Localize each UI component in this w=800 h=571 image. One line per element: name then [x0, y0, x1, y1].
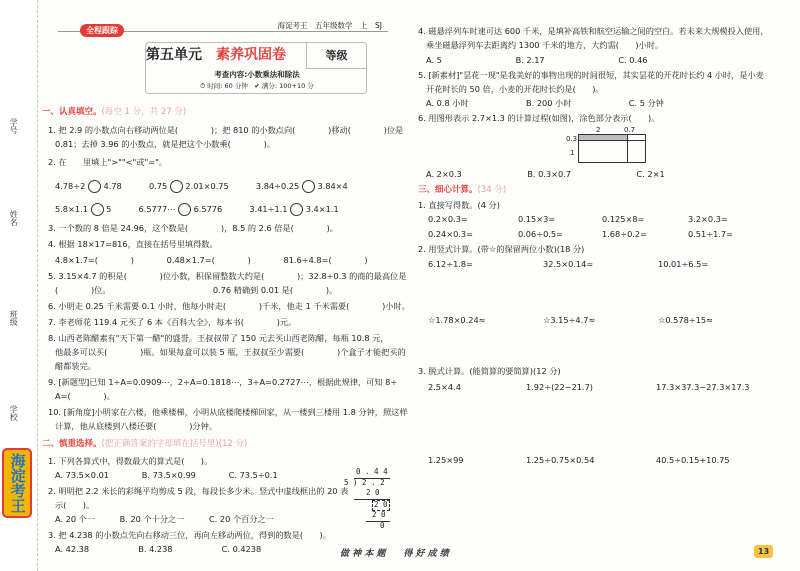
student-id-label: 学号	[9, 118, 19, 134]
compare-left: 0.75	[148, 181, 168, 191]
r-q6-line: 6. 用图形表示 2.7×1.3 的计算过程(如图)，涂色部分表示( )。	[418, 113, 660, 123]
r-q4-line-b: 乘坐磁悬浮列车去距离约 1300 千米的地方，大约需( )小时。	[426, 40, 664, 50]
fig-label-1: 1	[570, 149, 575, 157]
r-q4-line-a: 4. 磁悬浮列车时速可达 600 千米，是填补高铁和航空运输之间的空白。若未来大规模投入使用，	[418, 26, 769, 36]
compare-row-1	[55, 180, 348, 193]
compare-left: 3.84÷0.25	[255, 181, 300, 191]
compare-right: 3.84×4	[317, 181, 348, 191]
long-division-figure	[342, 468, 392, 538]
stepwise-calc-item: 1.92÷(22−21.7)	[526, 382, 593, 392]
student-info-strip	[0, 0, 38, 571]
mental-math-item: 0.125×8=	[602, 214, 645, 224]
r-q6-options	[426, 170, 665, 179]
option-b: B. 4.238	[138, 544, 173, 554]
s3-q1: 1. 直接写得数。(4 分)	[418, 200, 500, 210]
option-b: B. 2.17	[515, 55, 545, 65]
mental-math-item: 0.2×0.3=	[428, 214, 468, 224]
mental-math-item: 0.24×0.3=	[428, 229, 473, 239]
q8-line-b: 他最多可以买( )瓶。如果每盒可以装 5 瓶，王叔叔至少需要( )个盒子才能把买的	[55, 347, 406, 357]
vertical-calc-item: ☆3.15÷4.7≈	[543, 315, 596, 325]
mental-math-item: 0.06÷0.5=	[518, 229, 563, 239]
div-step: 2 0	[372, 510, 386, 519]
section-2-score: (把正确答案的字母填在括号里)(12 分)	[101, 439, 248, 449]
section-3-title: 三、细心计算。	[418, 185, 478, 195]
compare-right: 6.5776̇	[193, 204, 223, 214]
full-score: 满分: 100+10 分	[261, 82, 314, 90]
page-number: 13	[754, 545, 773, 558]
div-dividend: 5 ) 2 . 2	[344, 478, 385, 487]
s2-q2-line-b: 示( )。	[55, 500, 95, 510]
q5-line-a: 5. 3.15×4.7 的积是( )位小数，积保留整数大约是( )；32.8÷0.3 的商的最高位是	[48, 271, 407, 281]
school-label: 学校	[9, 405, 19, 421]
section-2-heading	[42, 440, 247, 450]
s2-q2-line-a: 2. 明明把 2.2 米长的彩绳平均剪成 5 段，每段长多少米。竖式中虚线框出的 20 表	[48, 486, 349, 496]
section-3-score: (34 分)	[477, 185, 507, 195]
option-b: B. 200 小时	[526, 98, 572, 108]
stepwise-calc-item: 17.3×37.3−27.3×17.3	[656, 382, 750, 392]
r-q5-line-a: 5. [新素材]"昙花一现"是我美好的事物出现的时间很短，其实昙花的开花时长约 4 小时，是小麦	[418, 70, 764, 80]
unit-name: 第五单元	[146, 47, 202, 63]
vertical-calc-item: ☆1.78×0.24≈	[428, 315, 486, 325]
compare-left: 5.8×1.1	[55, 204, 88, 214]
mental-math-item: 1.68÷0.2=	[602, 229, 647, 239]
fig-label-2: 2	[596, 126, 601, 134]
mental-math-item: 0.51÷1.7=	[688, 229, 733, 239]
compare-left: 6.5777⋯	[138, 204, 176, 214]
s2-q2-options	[55, 515, 274, 524]
r-q5-line-b: 开花时长的 50 倍，小麦的开花时长约是( )。	[426, 84, 604, 94]
compare-right: 2.01×0.75	[185, 181, 229, 191]
s2-q1-options	[55, 471, 278, 480]
fig-label-07: 0.7	[624, 126, 636, 134]
compare-left: 4.78÷2	[55, 181, 86, 191]
option-b: B. 0.3×0.7	[527, 169, 572, 179]
section-3-heading	[418, 186, 506, 196]
compare-circle[interactable]	[178, 203, 191, 216]
page-title	[146, 47, 286, 63]
r-q5-options	[426, 99, 664, 108]
name-label: 姓名	[9, 210, 19, 226]
header-series: 海淀考王 五年级数学 上 SJ	[277, 21, 382, 30]
option-a: A. 42.38	[55, 544, 90, 554]
q8-line-a: 8. 山西老陈醋素有"天下第一醋"的盛誉。王叔叔带了 150 元去买山西老陈醋，每瓶 10.8 元，	[48, 333, 389, 343]
brand-logo: 海淀考王	[2, 448, 32, 518]
div-dashed-box: 2 0	[374, 500, 388, 509]
q9-line-b: A=( )。	[55, 391, 115, 401]
compare-circle[interactable]	[91, 203, 104, 216]
option-c: C. 20 个百分之一	[209, 514, 274, 524]
option-c: C. 5 分钟	[628, 98, 664, 108]
test-meta: ⏱ 时间: 60 分钟 ✔ 满分: 100+10 分	[200, 82, 314, 90]
q8-line-c: 醋都装完。	[55, 361, 96, 371]
q1-line-a: 1. 把 2.9 的小数点向右移动两位是( )；把 810 的小数点向( )移动( )位是	[48, 125, 404, 135]
time-limit: 时间: 60 分钟	[207, 82, 248, 90]
vertical-calc-item: 10.01÷6.5=	[658, 259, 709, 269]
page-header	[58, 21, 388, 35]
div-quotient: 0 . 4 4	[356, 467, 388, 476]
option-a: A. 20 个一	[55, 514, 96, 524]
section-2-title: 二、慎重选择。	[42, 439, 102, 449]
div-step: 2 0	[366, 488, 380, 497]
s2-q3-options	[55, 545, 261, 554]
stepwise-calc-item: 1.25×99	[428, 455, 464, 465]
option-b: B. 20 个十分之一	[119, 514, 185, 524]
compare-left: 3.41÷1.1	[249, 204, 288, 214]
q2-line: 2. 在 里填上">""<"或"="。	[48, 157, 168, 167]
option-a: A. 0.8 小时	[426, 98, 469, 108]
q4-items: 4.8×1.7=( ) 0.48×1.7=( ) 81.6÷4.8=( )	[55, 255, 368, 265]
area-figure	[566, 126, 646, 166]
vertical-calc-item: 6.12÷1.8=	[428, 259, 473, 269]
q7-line: 7. 李老师花 119.4 元买了 6 本《百科大全》，每本书( )元。	[48, 317, 297, 327]
compare-circle[interactable]	[302, 180, 315, 193]
header-badge: 全程跟踪	[80, 24, 124, 37]
section-1-heading	[42, 108, 186, 118]
r-q4-options	[426, 56, 648, 65]
compare-circle[interactable]	[290, 203, 303, 216]
right-column	[418, 0, 780, 571]
compare-circle[interactable]	[170, 180, 183, 193]
test-content: 考查内容:小数乘法和除法	[214, 70, 300, 79]
stepwise-calc-item: 2.5×4.4	[428, 382, 461, 392]
s2-q1: 1. 下列各算式中，得数最大的算式是( )。	[48, 456, 213, 466]
option-a: A. 5	[426, 55, 442, 65]
compare-right: 5	[106, 204, 112, 214]
vertical-calc-item: 32.5×0.14=	[543, 259, 594, 269]
compare-circle[interactable]	[88, 180, 101, 193]
div-remainder: 0	[380, 521, 385, 530]
q3-line: 3. 一个数的 8 倍是 24.96，这个数是( )，8.5 的 2.6 倍是( )。	[48, 223, 338, 233]
vertical-calc-item: ☆0.578÷15≈	[658, 315, 713, 325]
mental-math-item: 3.2×0.3=	[688, 214, 728, 224]
compare-right: 3.4×1.1	[305, 204, 339, 214]
option-c: C. 0.4238	[221, 544, 262, 554]
s3-q3: 3. 脱式计算。(能简算的要简算)(12 分)	[418, 366, 561, 376]
class-label: 班级	[9, 310, 19, 326]
option-c: C. 2×1	[636, 169, 665, 179]
option-c: C. 73.5÷0.1	[228, 470, 278, 480]
option-a: A. 73.5×0.01	[55, 470, 109, 480]
title-block	[145, 42, 367, 94]
compare-right: 4.78	[103, 181, 122, 191]
q5-line-b: ( )位。 0.76 精确到 0.01 是( )。	[55, 285, 338, 295]
stepwise-calc-item: 1.25÷0.75×0.54	[526, 455, 595, 465]
test-name: 素养巩固卷	[216, 47, 286, 63]
q1-line-b: 0.81；去掉 3.96 的小数点，就是把这个小数乘( )。	[55, 139, 275, 149]
q9-line-a: 9. [新题型]已知 1÷A=0.0909⋯，2÷A=0.1818⋯，3÷A=0.2727⋯，根据此规律，可知 8÷	[48, 377, 398, 387]
mental-math-item: 0.15×3=	[518, 214, 556, 224]
q6-line: 6. 小明走 0.25 千米需要 0.1 小时，他每小时走( )千米，他走 1 千米需要( )小时。	[48, 301, 410, 311]
s2-q3-line: 3. 把 4.238 的小数点先向右移动三位，再向左移动两位，得到的数是( )。	[48, 530, 331, 540]
footer-motto: 做 神 本 题 得 好 成 绩	[340, 549, 449, 559]
option-b: B. 73.5×0.99	[141, 470, 196, 480]
section-1-title: 一、认真填空。	[42, 107, 102, 117]
s3-q2: 2. 用竖式计算。(带☆的保留两位小数)(18 分)	[418, 244, 585, 254]
option-c: C. 0.46	[618, 55, 648, 65]
compare-row-2	[55, 203, 339, 216]
option-a: A. 2×0.3	[426, 169, 462, 179]
fig-label-03: 0.3	[566, 135, 578, 143]
q10-line-b: 计算，他从底楼到八楼还要( )分钟。	[55, 421, 217, 431]
q4-line: 4. 根据 18×17=816，直接在括号里填得数。	[48, 239, 218, 249]
stepwise-calc-item: 40.5÷0.15+10.75	[656, 455, 730, 465]
q10-line-a: 10. [新角度]小明家在六楼，他乘楼梯，小明从底楼爬楼梯回家，从一楼到三楼用 1.8 分钟，照这样	[48, 407, 408, 417]
section-1-score: (每空 1 分，共 27 分)	[101, 107, 187, 117]
grade-box: 等级	[306, 43, 366, 69]
